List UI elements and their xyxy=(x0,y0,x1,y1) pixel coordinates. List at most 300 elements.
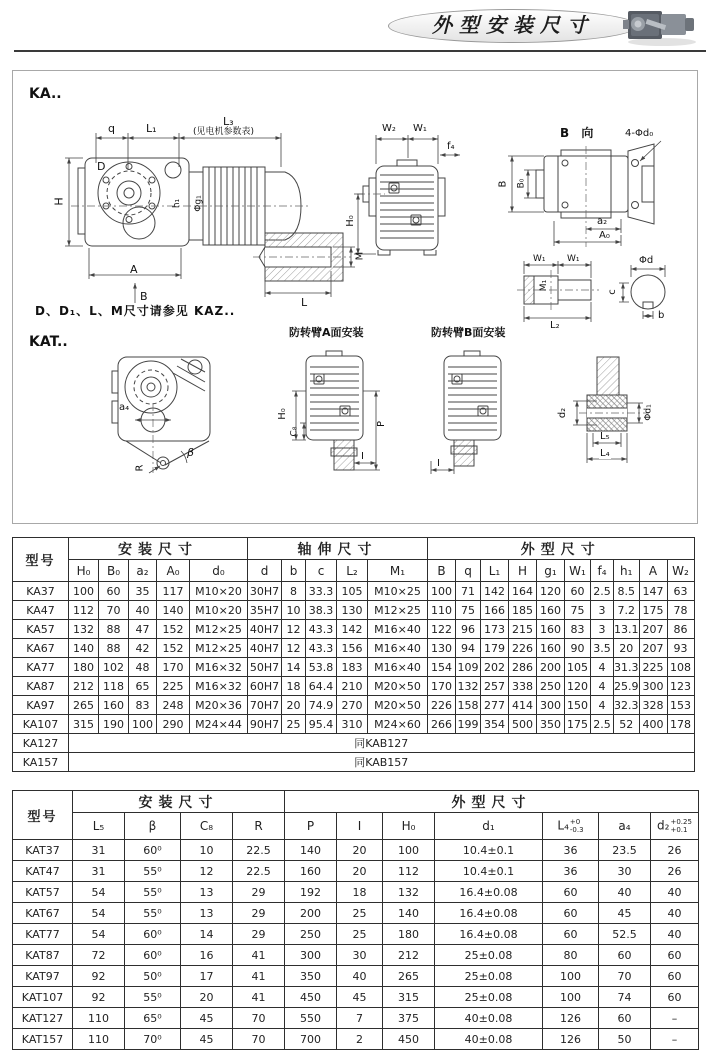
model-cell: KA87 xyxy=(13,677,69,696)
model-cell: KA107 xyxy=(13,715,69,734)
label-l4-dim: L₄ xyxy=(600,448,610,459)
value-cell: 43.3 xyxy=(306,620,337,639)
value-cell: 100 xyxy=(543,966,599,987)
value-cell: M10×20 xyxy=(190,582,248,601)
header-divider xyxy=(14,50,706,52)
column-header: q xyxy=(456,560,481,582)
label-c-dim: c xyxy=(606,289,618,295)
value-cell: 160 xyxy=(537,601,565,620)
value-cell: 2 xyxy=(337,1029,383,1050)
value-cell: 60 xyxy=(543,903,599,924)
value-cell: 54 xyxy=(73,882,125,903)
value-cell: 207 xyxy=(639,620,667,639)
value-cell: M20×36 xyxy=(190,696,248,715)
b-direction-view xyxy=(508,141,661,247)
drawing-panel xyxy=(12,70,698,524)
model-column-header: 型号 xyxy=(13,538,69,582)
value-cell: 14 xyxy=(282,658,306,677)
label-h-dim: H xyxy=(52,197,66,206)
value-cell: 170 xyxy=(428,677,456,696)
value-cell: 100 xyxy=(428,582,456,601)
value-cell: 277 xyxy=(481,696,509,715)
value-cell: 156 xyxy=(337,639,368,658)
value-cell: 26 xyxy=(651,840,699,861)
label-w1-shaft-left-dim: W₁ xyxy=(533,254,546,264)
model-cell: KA157 xyxy=(13,753,69,772)
value-cell: 70⁰ xyxy=(125,1029,181,1050)
span-cell: 同KAB157 xyxy=(69,753,695,772)
value-cell: 32.3 xyxy=(614,696,640,715)
value-cell: 70 xyxy=(599,966,651,987)
value-cell: M16×40 xyxy=(368,620,428,639)
value-cell: 83 xyxy=(129,696,157,715)
value-cell: 16 xyxy=(181,945,233,966)
value-cell: 90 xyxy=(565,639,591,658)
value-cell: 60 xyxy=(99,582,129,601)
value-cell: 126 xyxy=(543,1008,599,1029)
value-cell: 173 xyxy=(481,620,509,639)
model-cell: KAT37 xyxy=(13,840,73,861)
value-cell: 29 xyxy=(233,882,285,903)
model-cell: KA67 xyxy=(13,639,69,658)
value-cell: 108 xyxy=(667,658,694,677)
ka-front-view xyxy=(354,135,460,255)
value-cell: 140 xyxy=(285,840,337,861)
value-cell: 88 xyxy=(99,639,129,658)
value-cell: 70 xyxy=(233,1008,285,1029)
value-cell: 122 xyxy=(428,620,456,639)
value-cell: 266 xyxy=(428,715,456,734)
value-cell: 300 xyxy=(537,696,565,715)
label-phi-d1-dim: Φd₁ xyxy=(643,404,654,421)
column-header: d₀ xyxy=(190,560,248,582)
value-cell: 55⁰ xyxy=(125,861,181,882)
column-header: B₀ xyxy=(99,560,129,582)
model-cell: KA127 xyxy=(13,734,69,753)
table-row xyxy=(13,945,699,966)
group-header: 安装尺寸 xyxy=(73,791,285,813)
value-cell: 41 xyxy=(233,945,285,966)
value-cell: 92 xyxy=(73,966,125,987)
value-cell: 202 xyxy=(481,658,509,677)
model-cell: KA77 xyxy=(13,658,69,677)
model-cell: KA47 xyxy=(13,601,69,620)
column-header: L₅ xyxy=(73,813,125,840)
label-kat-series: KAT.. xyxy=(29,334,68,350)
table-row xyxy=(13,966,699,987)
value-cell: 207 xyxy=(639,639,667,658)
value-cell: 12 xyxy=(282,639,306,658)
kaz-reference-note: D、D₁、L、M尺寸请参见 KAZ.. xyxy=(35,304,236,318)
value-cell: 152 xyxy=(157,620,190,639)
value-cell: 140 xyxy=(69,639,99,658)
value-cell: 92 xyxy=(73,987,125,1008)
column-header: W₁ xyxy=(565,560,591,582)
value-cell: 112 xyxy=(383,861,435,882)
value-cell: 22.5 xyxy=(233,861,285,882)
label-h0-front-dim: H₀ xyxy=(344,215,356,227)
value-cell: 257 xyxy=(481,677,509,696)
value-cell: M16×32 xyxy=(190,658,248,677)
column-header: M₁ xyxy=(368,560,428,582)
value-cell: 160 xyxy=(537,620,565,639)
value-cell: 60 xyxy=(651,945,699,966)
column-header: H xyxy=(509,560,537,582)
value-cell: 8.5 xyxy=(614,582,640,601)
page-title-banner xyxy=(388,9,638,43)
value-cell: 64.4 xyxy=(306,677,337,696)
value-cell: 160 xyxy=(99,696,129,715)
value-cell: 86 xyxy=(667,620,694,639)
value-cell: 120 xyxy=(537,582,565,601)
model-cell: KA57 xyxy=(13,620,69,639)
value-cell: 250 xyxy=(537,677,565,696)
value-cell: 450 xyxy=(285,987,337,1008)
value-cell: 160 xyxy=(285,861,337,882)
label-b-key-dim: b xyxy=(658,310,665,321)
value-cell: 100 xyxy=(69,582,99,601)
value-cell: 16.4±0.08 xyxy=(435,903,543,924)
value-cell: 164 xyxy=(509,582,537,601)
value-cell: 166 xyxy=(481,601,509,620)
value-cell: 3.5 xyxy=(591,639,614,658)
value-cell: 154 xyxy=(428,658,456,677)
column-header: W₂ xyxy=(667,560,694,582)
value-cell: 450 xyxy=(383,1029,435,1050)
column-header: C₈ xyxy=(181,813,233,840)
label-m1-dim: M₁ xyxy=(539,279,550,292)
label-b-arrow-dim: B xyxy=(140,290,148,303)
value-cell: 41 xyxy=(233,987,285,1008)
value-cell: 100 xyxy=(383,840,435,861)
value-cell: 10 xyxy=(282,601,306,620)
value-cell: 10.4±0.1 xyxy=(435,840,543,861)
value-cell: 60 xyxy=(565,582,591,601)
value-cell: 123 xyxy=(667,677,694,696)
label-l5-dim: L₅ xyxy=(600,431,610,442)
model-cell: KAT127 xyxy=(13,1008,73,1029)
value-cell: 29 xyxy=(233,903,285,924)
value-cell: 60⁰ xyxy=(125,840,181,861)
value-cell: 117 xyxy=(157,582,190,601)
value-cell: 40±0.08 xyxy=(435,1008,543,1029)
group-header: 安装尺寸 xyxy=(69,538,248,560)
value-cell: 42 xyxy=(129,639,157,658)
value-cell: 25±0.08 xyxy=(435,966,543,987)
value-cell: M20×50 xyxy=(368,696,428,715)
value-cell: 60 xyxy=(599,1008,651,1029)
value-cell: 375 xyxy=(383,1008,435,1029)
value-cell: 45 xyxy=(337,987,383,1008)
value-cell: 14 xyxy=(181,924,233,945)
value-cell: 315 xyxy=(69,715,99,734)
label-beta-angle: β xyxy=(187,446,195,459)
value-cell: 315 xyxy=(383,987,435,1008)
value-cell: 25±0.08 xyxy=(435,987,543,1008)
value-cell: – xyxy=(651,1029,699,1050)
column-header: P xyxy=(285,813,337,840)
value-cell: 2.5 xyxy=(591,582,614,601)
value-cell: 60 xyxy=(651,987,699,1008)
group-header: 外型尺寸 xyxy=(285,791,699,813)
value-cell: 53.8 xyxy=(306,658,337,677)
column-header: β xyxy=(125,813,181,840)
value-cell: 60 xyxy=(651,966,699,987)
value-cell: M24×60 xyxy=(368,715,428,734)
value-cell: 60 xyxy=(543,882,599,903)
value-cell: 270 xyxy=(337,696,368,715)
value-cell: 50 xyxy=(599,1029,651,1050)
label-w2-dim: W₂ xyxy=(382,123,396,134)
label-m-dim: M xyxy=(354,251,366,261)
label-phi-d-dim: Φd xyxy=(639,255,654,266)
value-cell: M16×32 xyxy=(190,677,248,696)
value-cell: 29 xyxy=(233,924,285,945)
value-cell: 190 xyxy=(99,715,129,734)
value-cell: 4 xyxy=(591,677,614,696)
value-cell: 147 xyxy=(639,582,667,601)
value-cell: 130 xyxy=(337,601,368,620)
value-cell: 215 xyxy=(509,620,537,639)
table-row xyxy=(13,903,699,924)
value-cell: 250 xyxy=(285,924,337,945)
value-cell: 126 xyxy=(543,1029,599,1050)
value-cell: 50⁰ xyxy=(125,966,181,987)
label-phi-g1-dim: Φg₁ xyxy=(193,195,204,212)
label-motor-table-note: (见电机参数表) xyxy=(193,127,255,137)
value-cell: 7 xyxy=(337,1008,383,1029)
value-cell: 40 xyxy=(337,966,383,987)
value-cell: 109 xyxy=(456,658,481,677)
ka-dimensions-table-wrap xyxy=(12,537,710,772)
value-cell: 12 xyxy=(282,620,306,639)
value-cell: 30H7 xyxy=(248,582,282,601)
value-cell: 26 xyxy=(651,861,699,882)
column-header: B xyxy=(428,560,456,582)
label-h1-dim: h₁ xyxy=(172,198,183,209)
value-cell: 70 xyxy=(233,1029,285,1050)
value-cell: 43.3 xyxy=(306,639,337,658)
value-cell: 41 xyxy=(233,966,285,987)
value-cell: 18 xyxy=(282,677,306,696)
label-a4-dim: a₄ xyxy=(119,402,130,413)
model-cell: KA37 xyxy=(13,582,69,601)
table-row xyxy=(13,882,699,903)
label-c8-dim: C₈ xyxy=(289,426,300,437)
column-header: h₁ xyxy=(614,560,640,582)
kat-dimensions-table-wrap xyxy=(12,790,710,1050)
value-cell: 153 xyxy=(667,696,694,715)
value-cell: 183 xyxy=(337,658,368,677)
value-cell: 38.3 xyxy=(306,601,337,620)
label-d2-dim: d₂ xyxy=(557,407,569,419)
value-cell: 17 xyxy=(181,966,233,987)
value-cell: 225 xyxy=(639,658,667,677)
column-header: L₂ xyxy=(337,560,368,582)
label-a0-dim: A₀ xyxy=(599,230,610,241)
value-cell: M12×25 xyxy=(368,601,428,620)
model-cell: KAT47 xyxy=(13,861,73,882)
value-cell: 93 xyxy=(667,639,694,658)
model-cell: KAT157 xyxy=(13,1029,73,1050)
column-header: I xyxy=(337,813,383,840)
label-q-dim: q xyxy=(108,122,115,135)
value-cell: 200 xyxy=(285,903,337,924)
label-i-b-dim: I xyxy=(437,458,440,469)
value-cell: 25.9 xyxy=(614,677,640,696)
value-cell: 94 xyxy=(456,639,481,658)
value-cell: 22.5 xyxy=(233,840,285,861)
value-cell: 78 xyxy=(667,601,694,620)
value-cell: 110 xyxy=(73,1008,125,1029)
value-cell: 30 xyxy=(337,945,383,966)
value-cell: 75 xyxy=(565,601,591,620)
value-cell: 10.4±0.1 xyxy=(435,861,543,882)
value-cell: 25±0.08 xyxy=(435,945,543,966)
value-cell: 286 xyxy=(509,658,537,677)
value-cell: 40 xyxy=(129,601,157,620)
value-cell: 60⁰ xyxy=(125,945,181,966)
value-cell: 132 xyxy=(383,882,435,903)
table-row xyxy=(13,734,695,753)
value-cell: 414 xyxy=(509,696,537,715)
value-cell: 142 xyxy=(337,620,368,639)
label-h0-arm-dim: H₀ xyxy=(276,408,288,420)
column-header: f₄ xyxy=(591,560,614,582)
value-cell: 30 xyxy=(599,861,651,882)
model-cell: KAT87 xyxy=(13,945,73,966)
value-cell: 55⁰ xyxy=(125,987,181,1008)
column-header: H₀ xyxy=(69,560,99,582)
value-cell: 40H7 xyxy=(248,620,282,639)
model-cell: KAT77 xyxy=(13,924,73,945)
value-cell: 54 xyxy=(73,924,125,945)
value-cell: 4 xyxy=(591,696,614,715)
value-cell: 226 xyxy=(509,639,537,658)
value-cell: 35 xyxy=(129,582,157,601)
value-cell: 175 xyxy=(639,601,667,620)
value-cell: 13.1 xyxy=(614,620,640,639)
table-row xyxy=(13,861,699,882)
value-cell: 142 xyxy=(481,582,509,601)
value-cell: 95.4 xyxy=(306,715,337,734)
column-header: R xyxy=(233,813,285,840)
label-l3-dim: L₃ xyxy=(223,115,234,128)
table-row xyxy=(13,1029,699,1050)
value-cell: 20 xyxy=(337,840,383,861)
value-cell: M12×25 xyxy=(190,620,248,639)
value-cell: 20 xyxy=(282,696,306,715)
value-cell: 350 xyxy=(537,715,565,734)
value-cell: 7.2 xyxy=(614,601,640,620)
value-cell: 400 xyxy=(639,715,667,734)
value-cell: 550 xyxy=(285,1008,337,1029)
value-cell: 31 xyxy=(73,861,125,882)
value-cell: 52 xyxy=(614,715,640,734)
label-mounting-holes: 4-Φd₀ xyxy=(625,128,654,139)
value-cell: 265 xyxy=(69,696,99,715)
column-header: g₁ xyxy=(537,560,565,582)
model-cell: KAT97 xyxy=(13,966,73,987)
label-w1-shaft-right-dim: W₁ xyxy=(567,254,580,264)
value-cell: 8 xyxy=(282,582,306,601)
value-cell: 45 xyxy=(599,903,651,924)
value-cell: 40 xyxy=(651,924,699,945)
value-cell: 158 xyxy=(456,696,481,715)
table-row xyxy=(13,696,695,715)
column-header: c xyxy=(306,560,337,582)
table-row xyxy=(13,924,699,945)
table-row xyxy=(13,582,695,601)
value-cell: 71 xyxy=(456,582,481,601)
column-header: d₁ xyxy=(435,813,543,840)
value-cell: 112 xyxy=(69,601,99,620)
value-cell: 36 xyxy=(543,840,599,861)
span-cell: 同KAB127 xyxy=(69,734,695,753)
value-cell: 31 xyxy=(73,840,125,861)
value-cell: 354 xyxy=(481,715,509,734)
value-cell: 226 xyxy=(428,696,456,715)
label-b-view: B 向 xyxy=(560,126,598,140)
value-cell: 10 xyxy=(181,840,233,861)
value-cell: 55⁰ xyxy=(125,882,181,903)
table-row xyxy=(13,840,699,861)
value-cell: 105 xyxy=(565,658,591,677)
value-cell: 102 xyxy=(99,658,129,677)
table-row xyxy=(13,715,695,734)
table-row xyxy=(13,601,695,620)
value-cell: 170 xyxy=(157,658,190,677)
page-title: 外型安装尺寸 xyxy=(432,13,594,37)
value-cell: 13 xyxy=(181,903,233,924)
value-cell: 70 xyxy=(99,601,129,620)
value-cell: 96 xyxy=(456,620,481,639)
value-cell: 12 xyxy=(181,861,233,882)
bushing-detail xyxy=(573,357,649,463)
column-header: b xyxy=(282,560,306,582)
value-cell: 265 xyxy=(383,966,435,987)
value-cell: 700 xyxy=(285,1029,337,1050)
column-header: L₁ xyxy=(481,560,509,582)
value-cell: 20 xyxy=(614,639,640,658)
value-cell: 40 xyxy=(651,882,699,903)
value-cell: 65⁰ xyxy=(125,1008,181,1029)
value-cell: 300 xyxy=(639,677,667,696)
value-cell: 120 xyxy=(565,677,591,696)
output-shaft-detail xyxy=(517,261,599,322)
value-cell: 80 xyxy=(543,945,599,966)
group-header: 外型尺寸 xyxy=(428,538,695,560)
value-cell: 25 xyxy=(337,924,383,945)
group-header: 轴伸尺寸 xyxy=(248,538,428,560)
value-cell: 4 xyxy=(591,658,614,677)
value-cell: 16.4±0.08 xyxy=(435,882,543,903)
value-cell: 65 xyxy=(129,677,157,696)
value-cell: 118 xyxy=(99,677,129,696)
value-cell: M16×40 xyxy=(368,639,428,658)
torque-arm-a-view xyxy=(289,351,380,470)
value-cell: 328 xyxy=(639,696,667,715)
label-a2-dim: a₂ xyxy=(597,216,608,227)
value-cell: 31.3 xyxy=(614,658,640,677)
value-cell: 60 xyxy=(543,924,599,945)
value-cell: M20×50 xyxy=(368,677,428,696)
value-cell: 20 xyxy=(337,861,383,882)
page-header xyxy=(0,0,710,50)
table-row xyxy=(13,753,695,772)
value-cell: 140 xyxy=(157,601,190,620)
value-cell: 185 xyxy=(509,601,537,620)
